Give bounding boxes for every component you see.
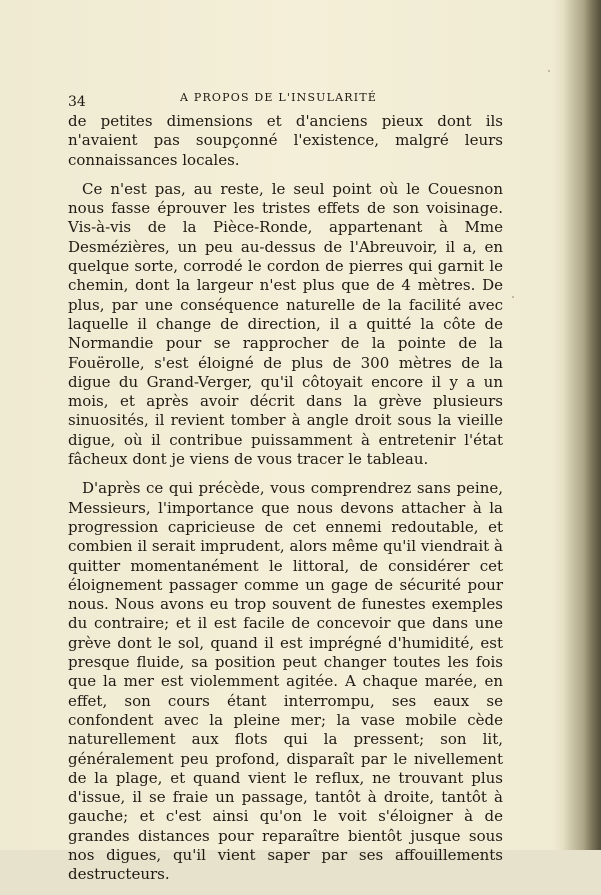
body-text [68,112,503,895]
page-edge-shadow [563,0,601,850]
page-number: 34 [68,94,86,110]
paper-speck [512,296,514,298]
running-title: A PROPOS DE L'INSULARITÉ [180,91,378,104]
paper-speck [548,70,550,72]
running-header [68,91,508,109]
paragraph-continued: de petites dimensions et d'anciens pieux dont ils n'avaient pas soupçonné l'existence, malgré leurs connaissances locales. [68,112,503,169]
paragraph-couesnon: Ce n'est pas, au reste, le seul point où le Couesnon nous fasse éprouver les tristes effets de son voisinage. Vis-à-vis de la Pièce-Ronde, appartenant à Mme Desmézières, un peu au-dessus de l'Abreuvoir, il a, en quelque sorte, corrodé le cordon de pierres qui garnit le chemin, dont la largeur n'est plus que de 4 mètres. De plus, par une conséquence naturelle de la facilité avec laquelle il change de direction, il a quitté la côte de Normandie pour se rapprocher de la pointe de la Fouërolle, s'est éloigné de plus de 300 mètres de la digue du Grand-Verger, qu'il côtoyait encore il y a un mois, et après avoir décrit dans la grève plusieurs sinuosités, il revient tomber à angle droit sous la vieille digue, où il contribue puissamment à entretenir l'état fâcheux dont je viens de vous tracer le tableau. [68,179,503,469]
paragraph-consequences: D'après ce qui précède, vous comprendrez sans peine, Messieurs, l'importance que nous devons attacher à la progression capricieuse de cet ennemi redoutable, et combien il serait imprudent, alors même qu'il viendrait à quitter momentanément le littoral, de considérer cet éloignement passager comme un gage de sécurité pour nous. Nous avons eu trop souvent de funestes exemples du contraire; et il est facile de concevoir que dans une grève dont le sol, quand il est imprégné d'humidité, est presque fluide, sa position peut changer toutes les fois que la mer est violemment agitée. A chaque marée, en effet, son cours étant interrompu, ses eaux se confondent avec la pleine mer; la vase mobile cède naturellement aux flots qui la pressent; son lit, généralement peu profond, disparaît par le nivellement de la plage, et quand vient le reflux, ne trouvant plus d'issue, il se fraie un passage, tantôt à droite, tantôt à gauche; et c'est ainsi qu'on le voit s'éloigner à de grandes distances pour reparaître bientôt jusque sous nos digues, qu'il vient saper par ses affouillements destructeurs. [68,479,503,884]
paper-speck [120,812,122,814]
